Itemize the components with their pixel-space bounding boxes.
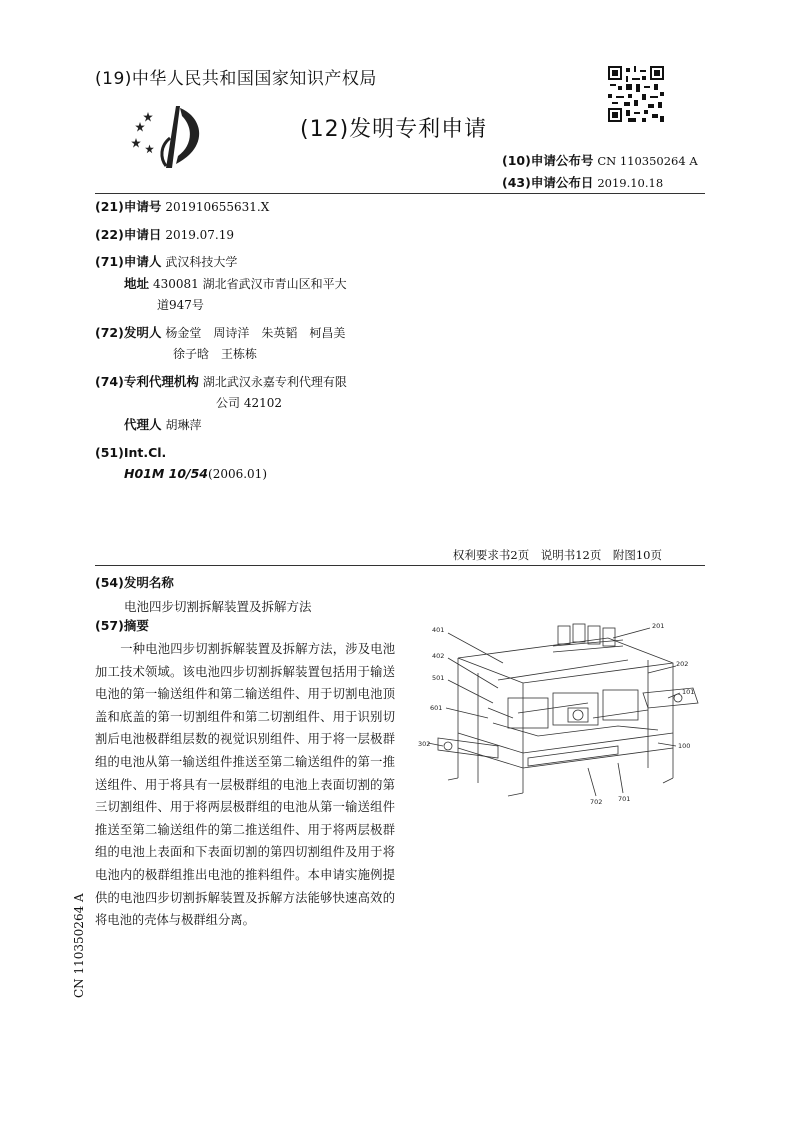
address	[124, 275, 347, 293]
qr-code-icon	[608, 66, 664, 122]
application-date-label: (22)申请日	[95, 227, 162, 242]
cnipa-logo-icon	[130, 98, 210, 170]
label-101: 101	[682, 688, 695, 696]
label-601: 601	[430, 704, 443, 712]
abstract-label: (57)摘要	[95, 618, 149, 633]
label-401: 401	[432, 626, 445, 634]
int-cl-year: (2006.01)	[208, 467, 268, 481]
inventors-continued	[173, 345, 257, 363]
document-type: (12)发明专利申请	[300, 117, 488, 142]
inventors-line-1: 杨金堂 周诗洋 朱英韬 柯昌美	[165, 326, 346, 340]
label-702: 702	[590, 798, 603, 806]
application-date	[95, 226, 234, 244]
office-name: (19)中华人民共和国国家知识产权局	[95, 69, 377, 89]
label-501: 501	[432, 674, 445, 682]
side-publication-number: CN 110350264 A	[72, 893, 86, 998]
address-line-1: 430081 湖北省武汉市青山区和平大	[153, 277, 347, 291]
label-701: 701	[618, 795, 631, 803]
patent-agency-line-2: 公司 42102	[216, 396, 282, 410]
int-cl-heading: (51)Int.Cl.	[95, 445, 167, 460]
applicant-value: 武汉科技大学	[165, 255, 238, 269]
publication-number-label: (10)申请公布号	[502, 153, 594, 168]
inventors-label: (72)发明人	[95, 325, 162, 340]
publication-number-value: CN 110350264 A	[597, 154, 698, 168]
inventors-line-2: 徐子晗 王栋栋	[173, 347, 258, 361]
application-number	[95, 198, 269, 216]
agent-value: 胡琳萍	[165, 418, 202, 432]
apparatus-drawing	[418, 618, 708, 813]
patent-agency-continued	[216, 394, 282, 412]
int-cl-classification	[124, 465, 267, 483]
address-line-2: 道947号	[157, 298, 204, 312]
int-cl-label	[95, 444, 166, 462]
invention-title-label: (54)发明名称	[95, 575, 174, 590]
patent-agency-label: (74)专利代理机构	[95, 374, 199, 389]
label-201: 201	[652, 622, 665, 630]
agent	[124, 416, 202, 434]
label-100: 100	[678, 742, 691, 750]
label-202: 202	[676, 660, 689, 668]
publication-date-label: (43)申请公布日	[502, 175, 594, 190]
application-number-value: 201910655631.X	[165, 200, 270, 214]
applicant	[95, 253, 237, 271]
application-date-value: 2019.07.19	[165, 228, 235, 242]
abstract-text	[95, 638, 395, 932]
abstract-body: 一种电池四步切割拆解装置及拆解方法，涉及电池加工技术领域。该电池四步切割拆解装置包括用于输送电池的第一输送组件和第二输送组件、用于切割电池顶盖和底盖的第一切割组件和第二切割组件、用于识别切割后电池极群组层数的视觉识别组件、用于将一层极群组的电池从第一输送组件推送至第二输送组件的第一推送组件、用于将具有一层极群组的电池上表面切割的第三切割组件、用于将两层极群组的电池从第一输送组件推送至第二输送组件的第二推送组件、用于将两层极群组的电池上表面和下表面切割的第四切割组件及用于将电池内的极群组推出电池的推料组件。本申请实施例提供的电池四步切割拆解装置及拆解方法能够快速高效的将电池的壳体与极群组分离。	[95, 642, 395, 928]
label-402: 402	[432, 652, 445, 660]
publication-date-value: 2019.10.18	[597, 176, 664, 190]
agent-label: 代理人	[124, 417, 162, 432]
section-divider	[95, 565, 705, 566]
int-cl-code: H01M 10/54	[124, 466, 209, 481]
label-302: 302	[418, 740, 431, 748]
invention-title: 电池四步切割拆解装置及拆解方法	[124, 599, 312, 614]
publication-date	[502, 173, 663, 191]
header-divider	[95, 193, 705, 194]
page-counts: 权利要求书2页 说明书12页 附图10页	[452, 548, 662, 562]
inventors	[95, 324, 345, 342]
publication-number	[502, 151, 698, 169]
address-label: 地址	[124, 276, 150, 291]
address-continued	[157, 296, 204, 314]
patent-agency	[95, 373, 347, 391]
applicant-label: (71)申请人	[95, 254, 162, 269]
application-number-label: (21)申请号	[95, 199, 162, 214]
patent-agency-line-1: 湖北武汉永嘉专利代理有限	[202, 375, 347, 389]
